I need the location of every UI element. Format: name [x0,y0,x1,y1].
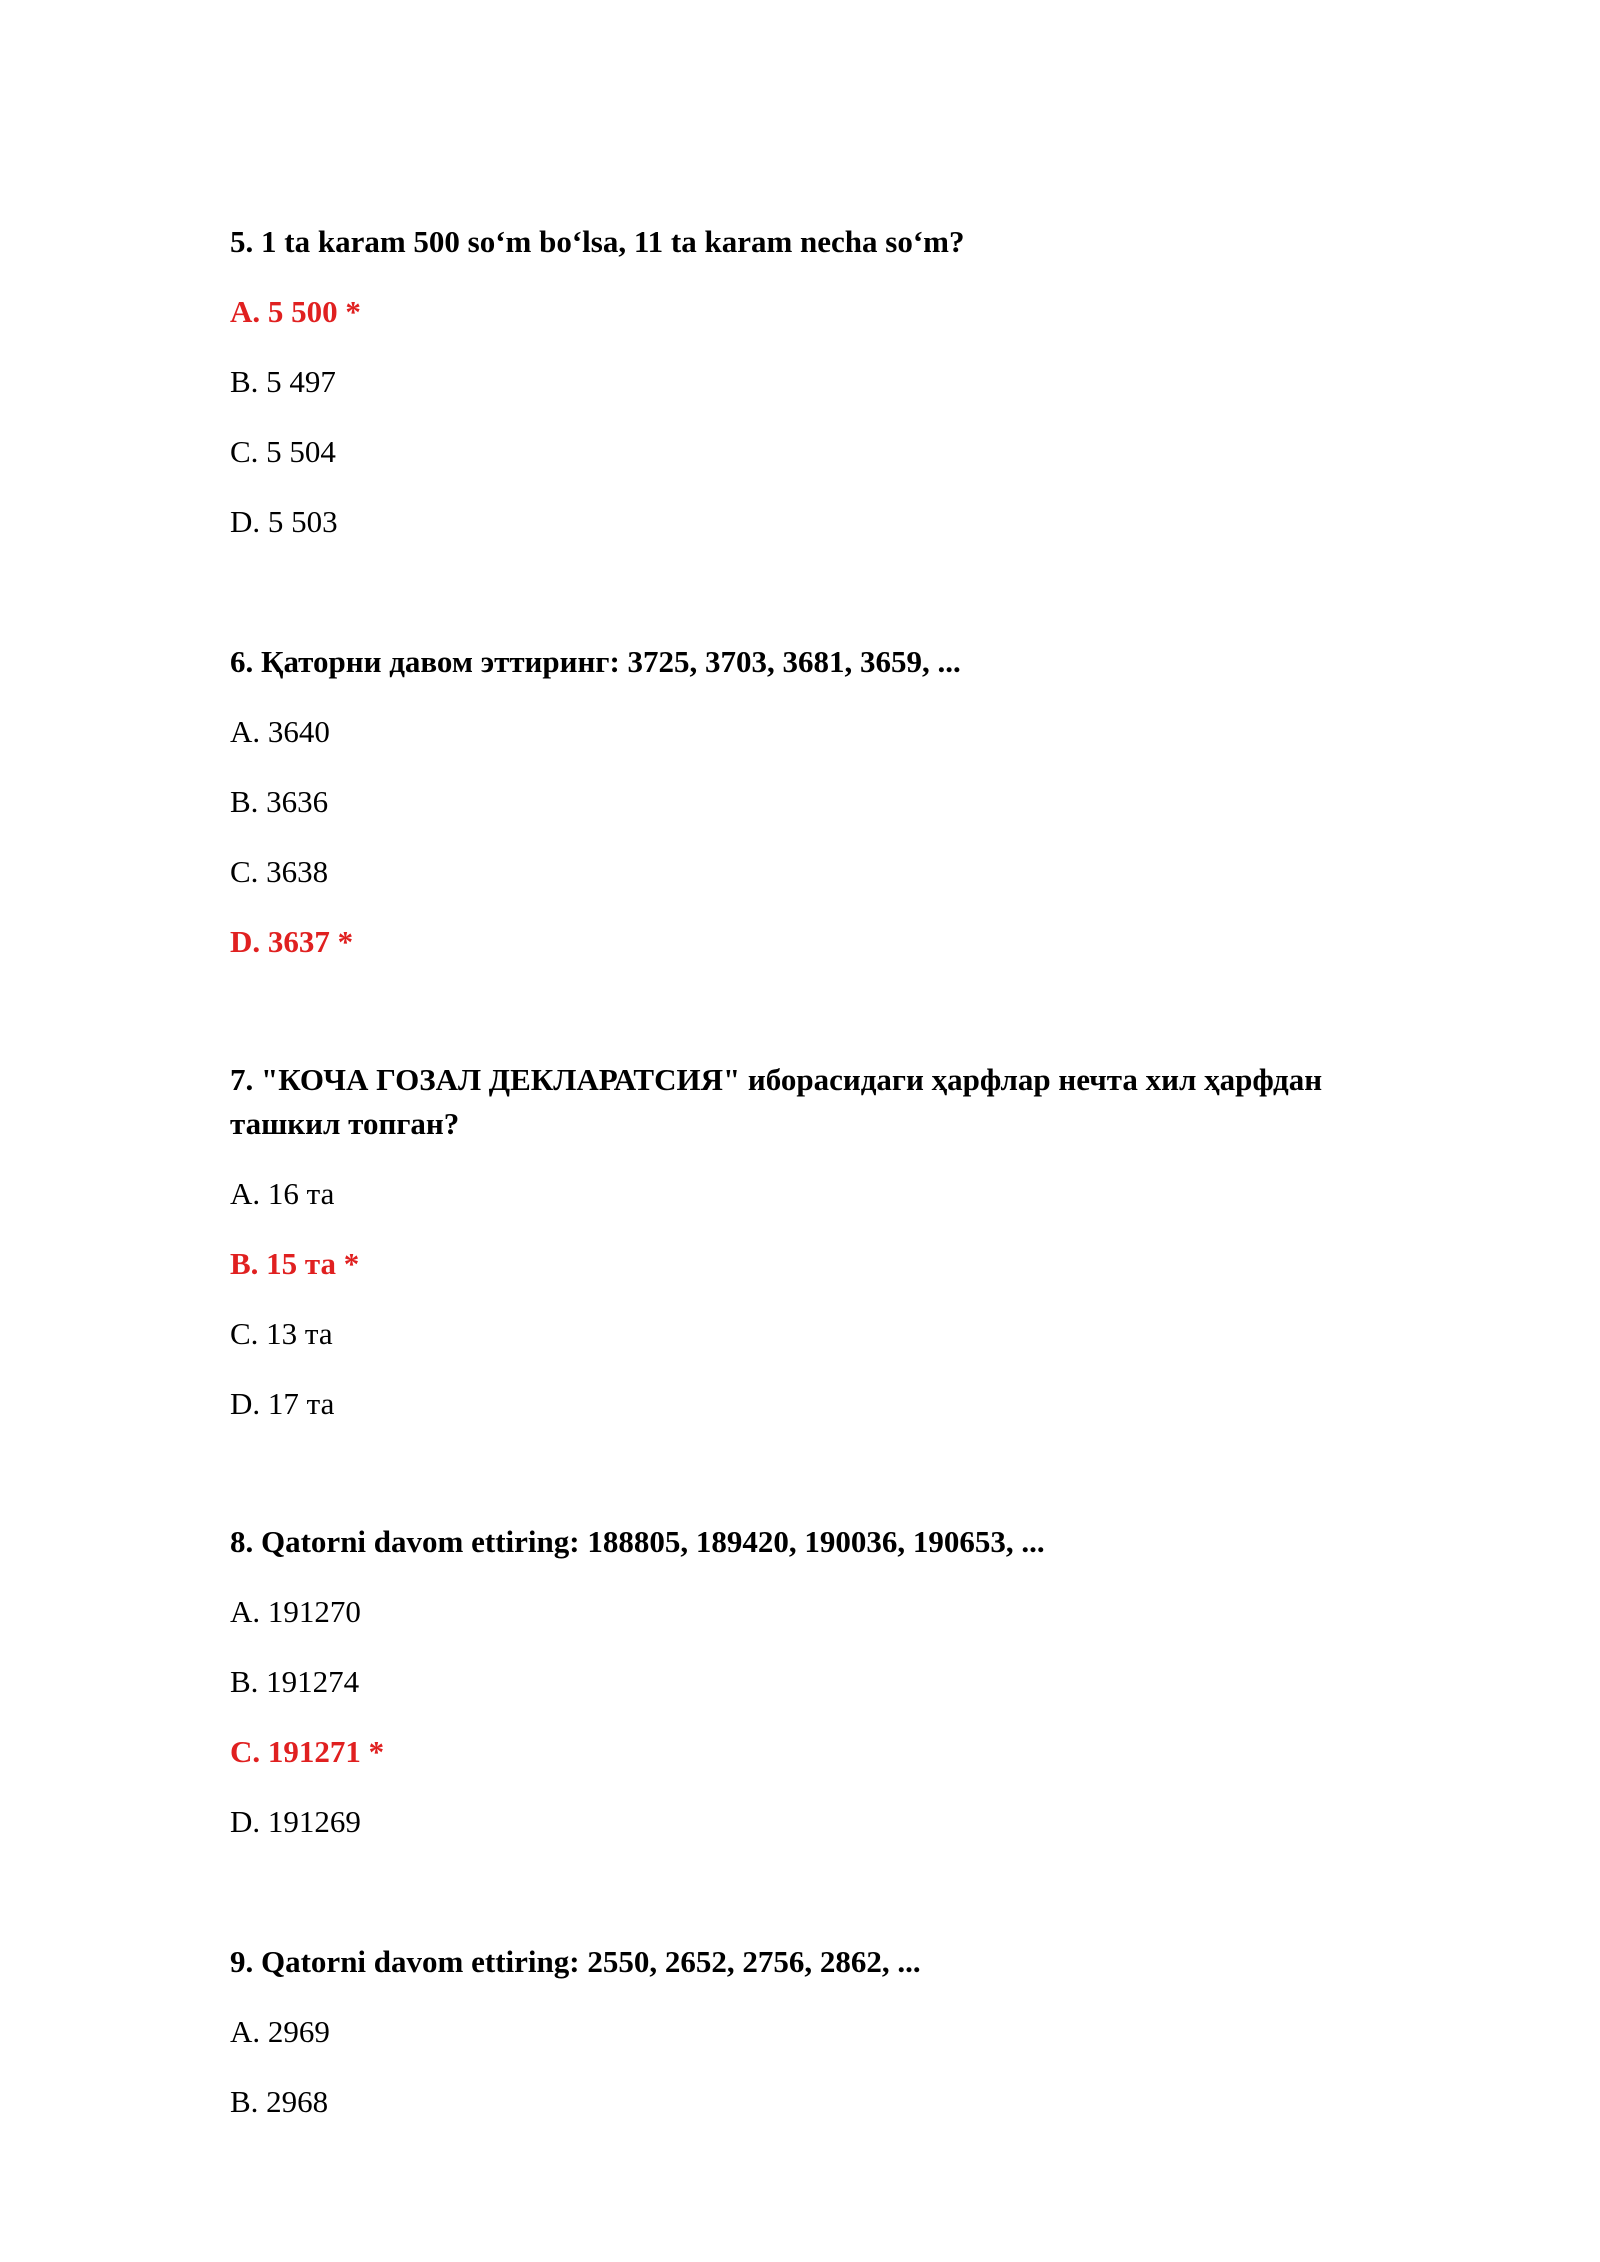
option-d: D. 3637 * [230,924,354,959]
question-8 [230,1520,1400,1839]
question-9 [230,1940,1400,2119]
option-a: A. 2969 [230,2014,330,2049]
option-a: A. 5 500 * [230,294,361,329]
option-c: C. 13 та [230,1316,333,1351]
question-5 [230,220,1400,539]
option-d: D. 191269 [230,1804,361,1839]
option-d: D. 17 та [230,1386,335,1421]
question-text: 7. "КОЧА ГОЗАЛ ДЕКЛАРАТСИЯ" иборасидаги ҳарфлар нечта хил ҳарфдан ташкил топган? [230,1062,1323,1141]
option-a: A. 16 та [230,1176,335,1211]
question-text: 9. Qatorni davom ettiring: 2550, 2652, 2756, 2862, ... [230,1944,921,1979]
option-b: B. 15 та * [230,1246,360,1281]
question-text: 6. Қаторни давом эттиринг: 3725, 3703, 3681, 3659, ... [230,644,961,679]
option-c: C. 3638 [230,854,329,889]
option-b: B. 2968 [230,2084,329,2119]
option-c: C. 191271 * [230,1734,385,1769]
question-6 [230,640,1400,959]
option-b: B. 191274 [230,1664,360,1699]
option-b: B. 3636 [230,784,329,819]
question-text: 5. 1 ta karam 500 so‘m bo‘lsa, 11 ta karam necha so‘m? [230,224,965,259]
option-a: A. 191270 [230,1594,361,1629]
option-b: B. 5 497 [230,364,336,399]
question-7 [230,1058,1400,1421]
option-d: D. 5 503 [230,504,338,539]
option-a: A. 3640 [230,714,330,749]
option-c: C. 5 504 [230,434,336,469]
question-text: 8. Qatorni davom ettiring: 188805, 189420, 190036, 190653, ... [230,1524,1045,1559]
